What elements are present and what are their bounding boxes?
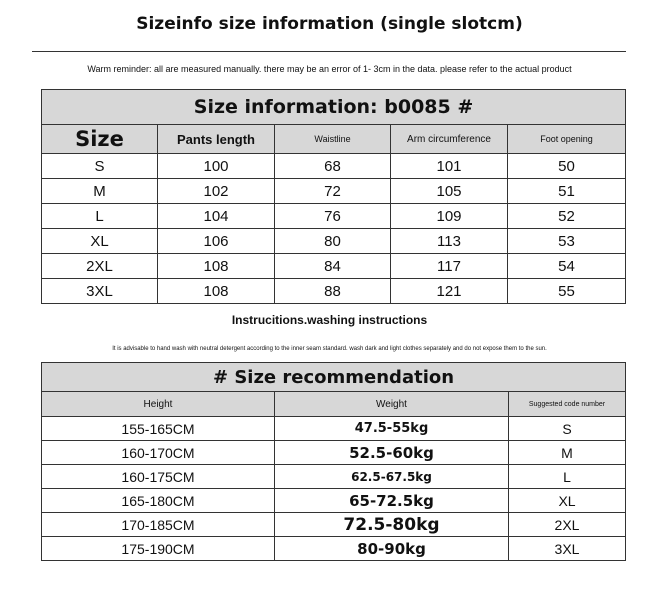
cell-height: 160-175CM (42, 465, 275, 489)
washing-note: It is advisable to hand wash with neutral detergent according to the inner seam standard. wash dark and light clothes separately and do not expose them to the sun. (112, 346, 547, 352)
table-row (42, 537, 626, 561)
cell-code: S (509, 417, 626, 441)
cell-arm: 113 (391, 229, 508, 254)
table-row (42, 254, 626, 279)
size-recommendation-table (41, 362, 626, 561)
cell-waistline: 76 (275, 204, 391, 229)
table-row (42, 229, 626, 254)
cell-height: 155-165CM (42, 417, 275, 441)
cell-code: 2XL (509, 513, 626, 537)
cell-arm: 109 (391, 204, 508, 229)
header-height: Height (42, 392, 275, 417)
size-information-table (41, 89, 626, 304)
table-row (42, 154, 626, 179)
table-row (42, 179, 626, 204)
cell-foot-opening: 50 (508, 154, 626, 179)
cell-foot-opening: 55 (508, 279, 626, 304)
washing-title: Instrucitions.washing instructions (231, 313, 428, 327)
table-row (42, 417, 626, 441)
cell-code: XL (509, 489, 626, 513)
cell-code: L (509, 465, 626, 489)
size-table-banner: Size information: b0085 # (42, 90, 626, 125)
table-row (42, 489, 626, 513)
cell-size: 3XL (42, 279, 158, 304)
cell-weight: 62.5-67.5kg (275, 465, 509, 489)
recommendation-banner: # Size recommendation (42, 363, 626, 392)
cell-height: 170-185CM (42, 513, 275, 537)
cell-waistline: 80 (275, 229, 391, 254)
cell-waistline: 68 (275, 154, 391, 179)
divider (32, 51, 626, 52)
cell-size: XL (42, 229, 158, 254)
header-arm-text: Arm circumference (407, 133, 491, 145)
cell-code: 3XL (509, 537, 626, 561)
cell-foot-opening: 52 (508, 204, 626, 229)
cell-waistline: 88 (275, 279, 391, 304)
table-row (42, 441, 626, 465)
cell-waistline: 84 (275, 254, 391, 279)
cell-arm: 105 (391, 179, 508, 204)
cell-pants-length: 108 (158, 254, 275, 279)
cell-weight: 47.5-55kg (275, 417, 509, 441)
header-arm-circumference (391, 125, 508, 154)
cell-height: 160-170CM (42, 441, 275, 465)
cell-size: S (42, 154, 158, 179)
cell-pants-length: 108 (158, 279, 275, 304)
cell-size: 2XL (42, 254, 158, 279)
cell-waistline: 72 (275, 179, 391, 204)
cell-pants-length: 106 (158, 229, 275, 254)
cell-size: L (42, 204, 158, 229)
header-pants-length: Pants length (158, 125, 275, 154)
header-waistline: Waistline (275, 125, 391, 154)
table-row (42, 465, 626, 489)
warm-reminder: Warm reminder: all are measured manually. there may be an error of 1- 3cm in the data. please refer to the actual product (87, 64, 572, 74)
header-suggested-code: Suggested code number (509, 392, 626, 417)
header-size: Size (42, 125, 158, 154)
cell-code: M (509, 441, 626, 465)
cell-height: 165-180CM (42, 489, 275, 513)
cell-arm: 121 (391, 279, 508, 304)
cell-weight: 80-90kg (275, 537, 509, 561)
table-row (42, 513, 626, 537)
cell-weight: 72.5-80kg (275, 513, 509, 537)
cell-arm: 101 (391, 154, 508, 179)
cell-arm: 117 (391, 254, 508, 279)
cell-height: 175-190CM (42, 537, 275, 561)
cell-pants-length: 104 (158, 204, 275, 229)
page-title: Sizeinfo size information (single slotcm) (136, 14, 523, 34)
cell-pants-length: 102 (158, 179, 275, 204)
cell-foot-opening: 53 (508, 229, 626, 254)
table-row (42, 204, 626, 229)
header-foot-opening: Foot opening (508, 125, 626, 154)
table-row (42, 279, 626, 304)
cell-foot-opening: 51 (508, 179, 626, 204)
cell-size: M (42, 179, 158, 204)
cell-pants-length: 100 (158, 154, 275, 179)
cell-foot-opening: 54 (508, 254, 626, 279)
header-weight: Weight (275, 392, 509, 417)
cell-weight: 52.5-60kg (275, 441, 509, 465)
cell-weight: 65-72.5kg (275, 489, 509, 513)
